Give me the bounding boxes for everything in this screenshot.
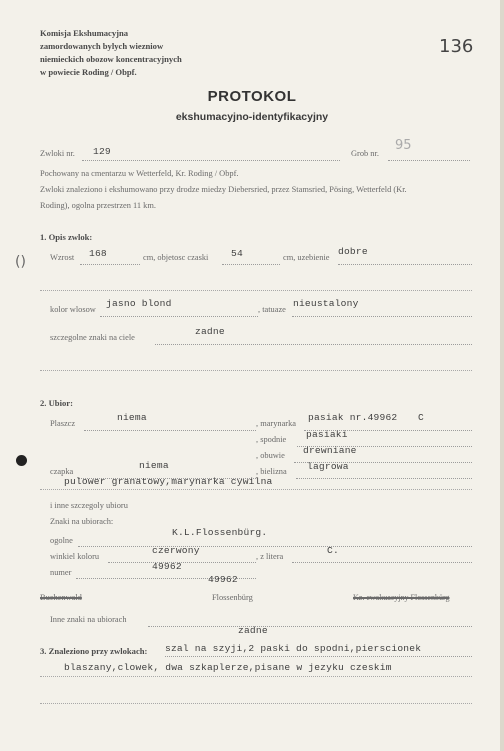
zwloki-label: Zwloki nr.: [40, 149, 75, 158]
inne-szczegoly-label: i inne szczegoly ubioru: [50, 501, 128, 510]
institution-line-1: Komisja Ekshumacyjna: [40, 28, 129, 38]
marynarka-extra: C: [418, 412, 424, 423]
marynarka-label: , marynarka: [256, 419, 296, 428]
found-items-line-2: blaszany,clowek, dwa szkaplerze,pisane w jezyku czeskim: [64, 662, 392, 673]
znaki-ciele-value: zadne: [195, 326, 225, 337]
document-title: PROTOKOL: [207, 88, 297, 105]
page-number: 136: [439, 36, 474, 57]
tatuaze-label: , tatuaze: [258, 305, 286, 314]
bielizna-value: lagrowa: [307, 461, 349, 472]
kz-label-struck: Kz. ewakuacyjny Flossenbürg: [353, 593, 450, 602]
zwloki-value: 129: [93, 146, 111, 157]
wlosy-value: jasno blond: [106, 298, 172, 309]
numer-repeat: 49962: [208, 574, 238, 585]
marynarka-value: pasiak nr.49962: [308, 412, 398, 423]
found-text-line-1: Zwloki znaleziono i ekshumowano przy drodze miedzy Diebersried, przez Stamsried, Pösing, Wetterfeld (Kr.: [40, 185, 407, 194]
czaska-value: 54: [231, 248, 243, 259]
obuwie-value: drewniane: [303, 445, 357, 456]
section-2-heading: 2. Ubior:: [40, 398, 73, 408]
grob-value: 95: [395, 138, 412, 153]
section-1-heading: 1. Opis zwlok:: [40, 232, 93, 242]
uzebienie-value: dobre: [338, 246, 368, 257]
grob-label: Grob nr.: [351, 149, 379, 158]
czapka-value: niema: [139, 460, 169, 471]
bielizna-label: , bielizna: [256, 467, 287, 476]
tatuaze-value: nieustalony: [293, 298, 359, 309]
objetosc-label: cm, objetosc czaski: [143, 253, 209, 262]
flossenburg-label: Flossenbürg: [212, 593, 253, 602]
wzrost-value: 168: [89, 248, 107, 259]
document-subtitle: ekshumacyjno-identyfikacyjny: [175, 111, 329, 123]
found-text-line-2: Roding), ogolna przestrzen 11 km.: [40, 201, 156, 210]
institution-line-3: niemieckich obozow koncentracyjnych: [40, 54, 182, 64]
uzebienie-label: cm, uzebienie: [283, 253, 330, 262]
extra-clothing-line: pulower granatowy,marynarka cywilna: [64, 476, 273, 487]
plaszcz-label: Plaszcz: [50, 419, 76, 428]
buchenwald-label-struck: Buchenwald: [40, 593, 82, 602]
winkiel-label: winkiel koloru: [50, 552, 100, 561]
spodnie-value: pasiaki: [306, 429, 348, 440]
spodnie-label: , spodnie: [256, 435, 287, 444]
plaszcz-value: niema: [117, 412, 147, 423]
wzrost-label: Wzrost: [50, 253, 75, 262]
znaki-ubiorach-label: Znaki na ubiorach:: [50, 517, 114, 526]
ogolne-value: K.L.Flossenbürg.: [172, 527, 268, 538]
margin-bracket-mark: (⁠): [15, 254, 26, 270]
institution-line-2: zamordowanych bylych wiezniow: [40, 41, 164, 51]
inne-znaki-label: Inne znaki na ubiorach: [50, 615, 127, 624]
czapka-label: czapka: [50, 467, 74, 476]
znaki-ciele-label: szczegolne znaki na ciele: [50, 333, 135, 342]
institution-line-4: w powiecie Roding / Obpf.: [40, 67, 137, 77]
obuwie-label: , obuwie: [256, 451, 285, 460]
burial-place: Pochowany na cmentarzu w Wetterfeld, Kr. Roding / Obpf.: [40, 169, 239, 178]
numer-label: numer: [50, 568, 72, 577]
inne-znaki-value: zadne: [238, 625, 268, 636]
winkiel-value: czerwony: [152, 545, 200, 556]
numer-value: 49962: [152, 561, 182, 572]
litera-value: C.: [327, 545, 339, 556]
litera-label: , z litera: [256, 552, 284, 561]
section-3-heading: 3. Znaleziono przy zwlokach:: [40, 646, 148, 656]
ogolne-label: ogolne: [50, 536, 73, 545]
found-items-line-1: szal na szyji,2 paski do spodni,pierscionek: [165, 643, 422, 654]
wlosy-label: kolor wlosow: [50, 305, 96, 314]
